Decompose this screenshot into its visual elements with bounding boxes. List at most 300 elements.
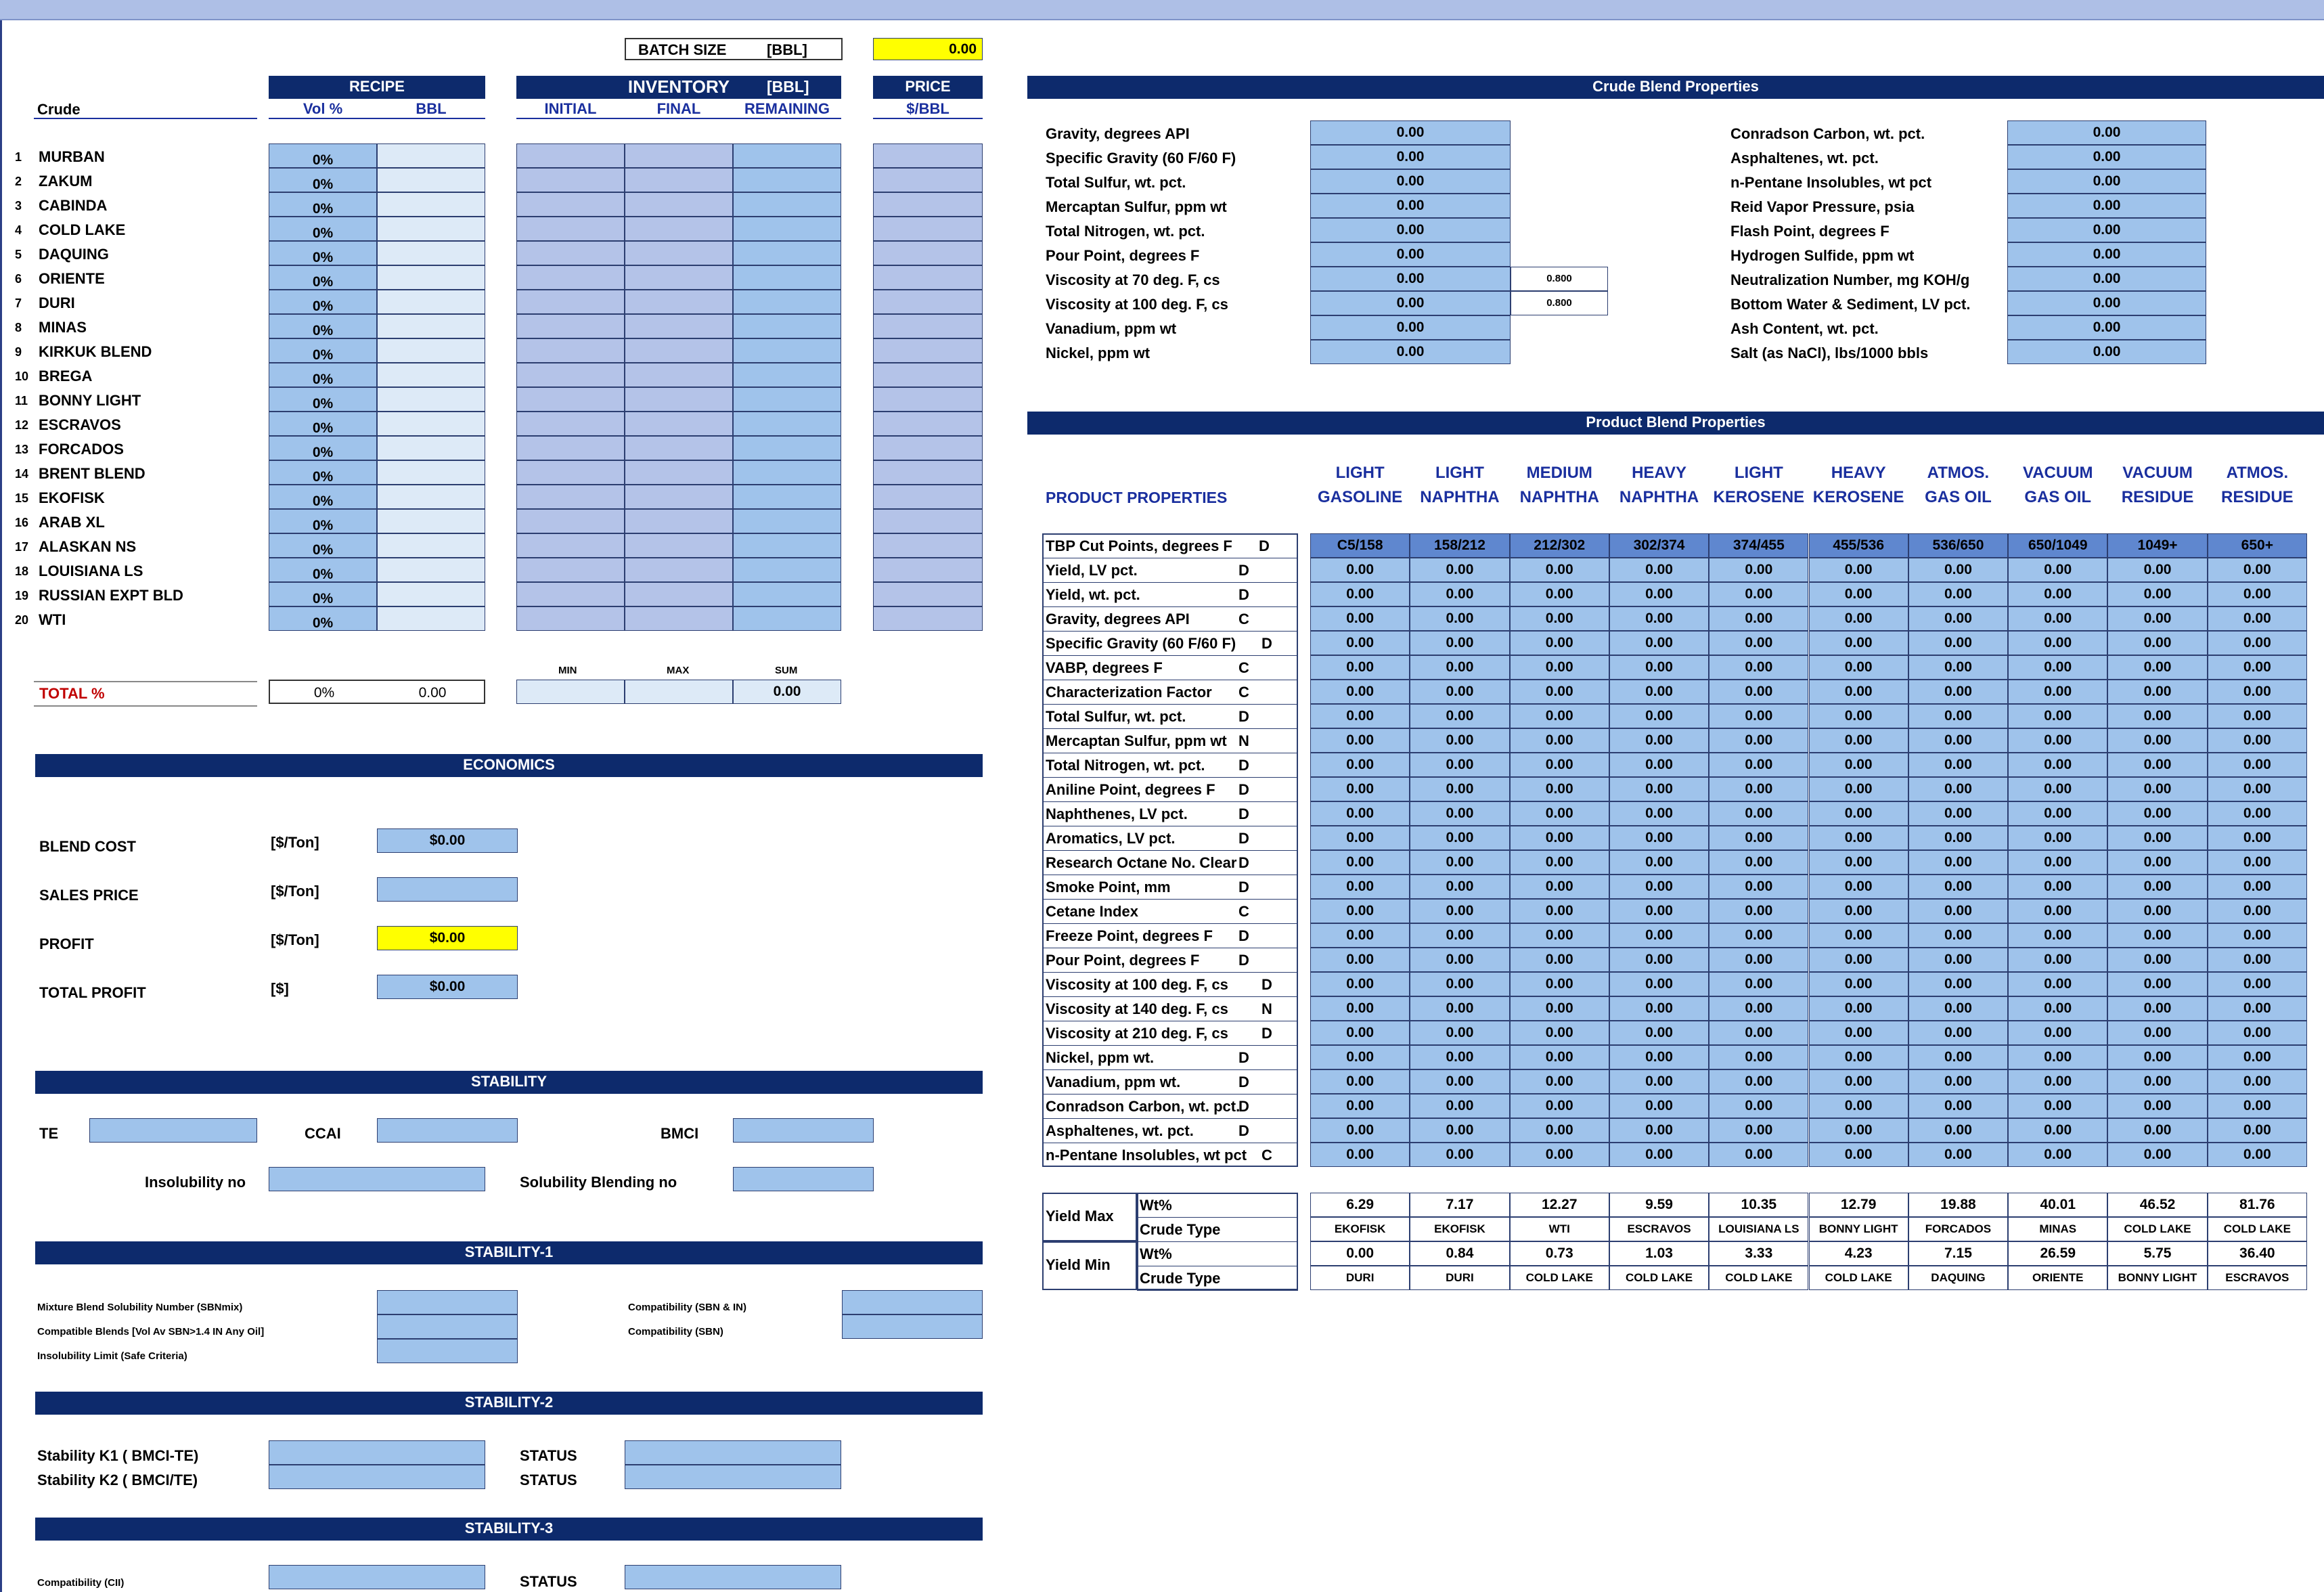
yield-cell: WTI — [1510, 1217, 1609, 1241]
product-value-cell: 0.00 — [2008, 680, 2107, 704]
product-property-code: D — [1238, 757, 1249, 774]
recipe-vol-cell[interactable]: 0% — [269, 412, 377, 436]
product-value-cell: 0.00 — [1809, 972, 1908, 996]
product-value-cell: 0.00 — [1410, 606, 1509, 631]
economics-header: ECONOMICS — [35, 754, 983, 777]
inventory-initial-cell[interactable] — [516, 168, 625, 192]
crude-blend-left-value: 0.00 — [1310, 120, 1511, 145]
inventory-initial-cell[interactable] — [516, 485, 625, 509]
crude-number: 1 — [15, 150, 22, 164]
inventory-initial-cell[interactable] — [516, 143, 625, 168]
product-value-cell: 0.00 — [1809, 899, 1908, 923]
recipe-vol-cell[interactable]: 0% — [269, 533, 377, 558]
price-cell[interactable] — [873, 606, 983, 631]
price-cell[interactable] — [873, 314, 983, 338]
price-cell[interactable] — [873, 412, 983, 436]
inventory-initial-cell[interactable] — [516, 606, 625, 631]
inventory-final-cell — [625, 217, 733, 241]
recipe-vol-cell[interactable]: 0% — [269, 338, 377, 363]
product-column-line2: GAS OIL — [2024, 488, 2092, 506]
product-value-cell: 0.00 — [1310, 655, 1410, 680]
inventory-remaining-cell — [733, 509, 841, 533]
te-input[interactable] — [89, 1118, 257, 1143]
product-value-cell: 0.00 — [2008, 1143, 2107, 1167]
product-property-code: D — [1238, 879, 1249, 896]
crude-name: ALASKAN NS — [39, 538, 137, 555]
inventory-final-cell — [625, 558, 733, 582]
product-column-line1: HEAVY — [1632, 464, 1686, 482]
k2-status-input[interactable] — [625, 1465, 841, 1489]
recipe-bbl-cell[interactable] — [377, 363, 485, 387]
recipe-bbl-cell[interactable] — [377, 314, 485, 338]
cut-points-label: TBP Cut Points, degrees F — [1046, 537, 1232, 554]
price-cell[interactable] — [873, 436, 983, 460]
crude-name: MURBAN — [39, 148, 105, 165]
product-column-line1: VACUUM — [2122, 464, 2193, 482]
recipe-bbl-cell[interactable] — [377, 290, 485, 314]
product-value-cell: 0.00 — [1510, 948, 1609, 972]
recipe-bbl-cell[interactable] — [377, 412, 485, 436]
product-value-cell: 0.00 — [1510, 753, 1609, 777]
recipe-vol-cell[interactable]: 0% — [269, 460, 377, 485]
compat-sbn-in-input[interactable] — [842, 1290, 983, 1314]
product-value-cell: 0.00 — [2107, 996, 2207, 1021]
product-value-cell: 0.00 — [1510, 558, 1609, 582]
product-value-cell: 0.00 — [1310, 704, 1410, 728]
product-value-cell: 0.00 — [1410, 753, 1509, 777]
recipe-bbl-cell[interactable] — [377, 606, 485, 631]
product-column-line1: MEDIUM — [1526, 464, 1592, 482]
crude-name: MINAS — [39, 319, 87, 336]
k1-label: Stability K1 ( BMCI-TE) — [37, 1447, 199, 1464]
crude-blend-right-label: Asphaltenes, wt. pct. — [1730, 150, 1879, 167]
inventory-remaining-cell — [733, 558, 841, 582]
crude-number: 11 — [15, 394, 28, 407]
product-value-cell: 0.00 — [1709, 1021, 1808, 1045]
cut-point-cell: 212/302 — [1510, 533, 1609, 558]
inventory-initial-cell[interactable] — [516, 290, 625, 314]
crude-number: 20 — [15, 613, 29, 627]
inventory-title: INVENTORY — [627, 76, 730, 97]
crude-blend-left-value: 0.00 — [1310, 169, 1511, 194]
inventory-initial-cell[interactable] — [516, 314, 625, 338]
recipe-bbl-cell[interactable] — [377, 387, 485, 412]
inventory-remaining-cell — [733, 217, 841, 241]
crude-name: DAQUING — [39, 246, 109, 263]
crude-name: CABINDA — [39, 197, 108, 214]
crude-blend-right-label: Neutralization Number, mg KOH/g — [1730, 271, 1970, 288]
product-row-divider — [1042, 1118, 1298, 1119]
product-value-cell: 0.00 — [1310, 850, 1410, 875]
product-value-cell: 0.00 — [1609, 753, 1709, 777]
inventory-unit: [BBL] — [767, 78, 809, 95]
sbnmix-input[interactable] — [377, 1290, 518, 1314]
recipe-vol-cell[interactable]: 0% — [269, 241, 377, 265]
economics-unit: [$/Ton] — [271, 883, 319, 900]
product-property-label: Yield, LV pct. — [1046, 562, 1138, 579]
yield-cell: MINAS — [2008, 1217, 2107, 1241]
compatible-blends-label: Compatible Blends [Vol Av SBN>1.4 IN Any Oil] — [37, 1326, 265, 1337]
recipe-bbl-cell[interactable] — [377, 338, 485, 363]
product-property-code: D — [1238, 1122, 1249, 1139]
product-value-cell: 0.00 — [2008, 801, 2107, 826]
recipe-bbl-cell[interactable] — [377, 143, 485, 168]
cut-point-cell: 158/212 — [1410, 533, 1509, 558]
product-value-cell: 0.00 — [1310, 972, 1410, 996]
product-column-line1: HEAVY — [1831, 464, 1886, 482]
recipe-vol-cell[interactable]: 0% — [269, 265, 377, 290]
bmci-input[interactable] — [733, 1118, 874, 1143]
price-cell[interactable] — [873, 338, 983, 363]
product-value-cell: 0.00 — [1410, 655, 1509, 680]
compat-sbn-label: Compatibility (SBN) — [628, 1326, 723, 1337]
product-value-cell: 0.00 — [1510, 826, 1609, 850]
recipe-vol-cell[interactable]: 0% — [269, 582, 377, 606]
product-property-label: Nickel, ppm wt. — [1046, 1049, 1155, 1066]
recipe-vol-cell[interactable]: 0% — [269, 606, 377, 631]
recipe-vol-cell[interactable]: 0% — [269, 363, 377, 387]
product-value-cell: 0.00 — [2008, 1021, 2107, 1045]
price-cell[interactable] — [873, 582, 983, 606]
product-value-cell: 0.00 — [1809, 1045, 1908, 1069]
recipe-vol-cell[interactable]: 0% — [269, 290, 377, 314]
recipe-vol-cell[interactable]: 0% — [269, 485, 377, 509]
product-value-cell: 0.00 — [1809, 923, 1908, 948]
crude-number: 8 — [15, 321, 22, 334]
inventory-remaining-cell — [733, 363, 841, 387]
product-value-cell: 0.00 — [1310, 1143, 1410, 1167]
sbnmix-label: Mixture Blend Solubility Number (SBNmix) — [37, 1302, 243, 1313]
crude-blend-left-label: Total Sulfur, wt. pct. — [1046, 174, 1186, 191]
product-value-cell: 0.00 — [1310, 1118, 1410, 1143]
price-cell[interactable] — [873, 387, 983, 412]
price-cell[interactable] — [873, 241, 983, 265]
yield-cell: 40.01 — [2008, 1193, 2107, 1217]
product-property-label: Total Nitrogen, wt. pct. — [1046, 757, 1205, 774]
product-value-cell: 0.00 — [1510, 655, 1609, 680]
yield-cell: 7.15 — [1908, 1241, 2008, 1266]
inventory-initial-cell[interactable] — [516, 265, 625, 290]
crude-number: 15 — [15, 491, 29, 505]
compatible-blends-input[interactable] — [377, 1314, 518, 1339]
product-value-cell: 0.00 — [2008, 923, 2107, 948]
crude-number: 7 — [15, 296, 22, 310]
product-properties-label: PRODUCT PROPERTIES — [1046, 489, 1228, 506]
product-value-cell: 0.00 — [1410, 631, 1509, 655]
product-value-cell: 0.00 — [2208, 558, 2307, 582]
recipe-vol-cell[interactable]: 0% — [269, 168, 377, 192]
recipe-bbl-cell[interactable] — [377, 485, 485, 509]
k1-input[interactable] — [269, 1440, 485, 1465]
price-cell[interactable] — [873, 192, 983, 217]
product-value-cell: 0.00 — [2107, 606, 2207, 631]
product-value-cell: 0.00 — [2008, 1118, 2107, 1143]
stability-3-header: STABILITY-3 — [35, 1518, 983, 1541]
product-value-cell: 0.00 — [2107, 875, 2207, 899]
recipe-bbl-cell[interactable] — [377, 509, 485, 533]
product-value-cell: 0.00 — [1510, 631, 1609, 655]
crude-column-label: Crude — [37, 101, 81, 118]
cii-status-input[interactable] — [625, 1565, 841, 1589]
product-row-divider — [1042, 606, 1298, 607]
price-underline — [873, 118, 983, 119]
ccai-input[interactable] — [377, 1118, 518, 1143]
product-value-cell: 0.00 — [1310, 923, 1410, 948]
product-value-cell: 0.00 — [1609, 923, 1709, 948]
inventory-header — [516, 76, 841, 99]
product-value-cell: 0.00 — [1510, 777, 1609, 801]
inventory-final-cell — [625, 168, 733, 192]
recipe-vol-cell[interactable]: 0% — [269, 192, 377, 217]
product-value-cell: 0.00 — [1609, 1021, 1709, 1045]
inventory-initial-header: INITIAL — [544, 100, 597, 117]
economics-label: PROFIT — [39, 935, 94, 952]
price-cell[interactable] — [873, 485, 983, 509]
recipe-vol-cell[interactable]: 0% — [269, 143, 377, 168]
product-value-cell: 0.00 — [2208, 582, 2307, 606]
product-value-cell: 0.00 — [2107, 704, 2207, 728]
crude-blend-right-value: 0.00 — [2007, 145, 2206, 169]
inventory-initial-cell[interactable] — [516, 533, 625, 558]
recipe-bbl-cell[interactable] — [377, 460, 485, 485]
inventory-initial-cell[interactable] — [516, 436, 625, 460]
product-value-cell: 0.00 — [1709, 728, 1808, 753]
product-value-cell: 0.00 — [1908, 558, 2008, 582]
inventory-initial-cell[interactable] — [516, 387, 625, 412]
price-cell[interactable] — [873, 168, 983, 192]
product-property-code: D — [1238, 952, 1249, 969]
crude-name: EKOFISK — [39, 489, 105, 506]
product-value-cell: 0.00 — [1809, 680, 1908, 704]
viscosity-extra-value: 0.800 — [1511, 267, 1608, 291]
recipe-vol-cell[interactable]: 0% — [269, 436, 377, 460]
product-value-cell: 0.00 — [1809, 850, 1908, 875]
batch-size-label: BATCH SIZE — [638, 41, 727, 58]
insolubility-input[interactable] — [269, 1167, 485, 1191]
price-cell[interactable] — [873, 217, 983, 241]
product-value-cell: 0.00 — [1908, 728, 2008, 753]
inventory-initial-cell[interactable] — [516, 582, 625, 606]
product-property-label: Specific Gravity (60 F/60 F) — [1046, 635, 1236, 652]
product-value-cell: 0.00 — [1310, 582, 1410, 606]
crude-blend-right-label: Reid Vapor Pressure, psia — [1730, 198, 1915, 215]
inventory-remaining-cell — [733, 606, 841, 631]
economics-label: BLEND COST — [39, 838, 136, 855]
product-property-code: C — [1238, 684, 1249, 701]
inventory-initial-cell[interactable] — [516, 217, 625, 241]
product-column-line1: LIGHT — [1734, 464, 1783, 482]
yield-min-label: Yield Min — [1046, 1256, 1111, 1273]
product-property-label: Aniline Point, degrees F — [1046, 781, 1215, 798]
k2-input[interactable] — [269, 1465, 485, 1489]
viscosity-extra-value: 0.800 — [1511, 291, 1608, 315]
economics-unit: [$/Ton] — [271, 931, 319, 948]
product-value-cell: 0.00 — [1709, 850, 1808, 875]
product-property-code: D — [1238, 1074, 1249, 1090]
inventory-remaining-cell — [733, 387, 841, 412]
product-value-cell: 0.00 — [1310, 1069, 1410, 1094]
inventory-remaining-cell — [733, 143, 841, 168]
product-column-line1: VACUUM — [2022, 464, 2093, 482]
product-value-cell: 0.00 — [1410, 777, 1509, 801]
product-value-cell: 0.00 — [1809, 655, 1908, 680]
economics-value[interactable]: $0.00 — [377, 975, 518, 999]
price-cell[interactable] — [873, 533, 983, 558]
product-value-cell: 0.00 — [1410, 680, 1509, 704]
price-cell[interactable] — [873, 509, 983, 533]
inventory-final-cell — [625, 606, 733, 631]
max-label: MAX — [667, 665, 690, 676]
economics-value[interactable]: $0.00 — [377, 828, 518, 853]
recipe-bbl-cell[interactable] — [377, 217, 485, 241]
price-cell[interactable] — [873, 363, 983, 387]
inventory-initial-cell[interactable] — [516, 192, 625, 217]
crude-name: BONNY LIGHT — [39, 392, 141, 409]
recipe-vol-cell[interactable]: 0% — [269, 387, 377, 412]
product-property-code: D — [1238, 805, 1249, 822]
solubility-blending-input[interactable] — [733, 1167, 874, 1191]
recipe-bbl-cell[interactable] — [377, 533, 485, 558]
product-value-cell: 0.00 — [1609, 655, 1709, 680]
inventory-initial-cell[interactable] — [516, 363, 625, 387]
compat-sbn-input[interactable] — [842, 1314, 983, 1339]
crude-blend-left-label: Viscosity at 100 deg. F, cs — [1046, 296, 1228, 313]
product-value-cell: 0.00 — [2208, 728, 2307, 753]
product-column-line2: KEROSENE — [1812, 488, 1904, 506]
k2-label: Stability K2 ( BMCI/TE) — [37, 1472, 198, 1488]
product-value-cell: 0.00 — [1709, 582, 1808, 606]
inventory-initial-cell[interactable] — [516, 338, 625, 363]
product-value-cell: 0.00 — [1510, 680, 1609, 704]
product-column-line1: LIGHT — [1435, 464, 1484, 482]
product-value-cell: 0.00 — [1310, 777, 1410, 801]
product-value-cell: 0.00 — [1908, 996, 2008, 1021]
cii-input[interactable] — [269, 1565, 485, 1589]
product-property-code: D — [1238, 1049, 1249, 1066]
inventory-final-cell — [625, 460, 733, 485]
batch-size-input[interactable]: 0.00 — [873, 38, 983, 60]
product-value-cell: 0.00 — [1709, 558, 1808, 582]
inventory-initial-cell[interactable] — [516, 509, 625, 533]
product-value-cell: 0.00 — [1609, 1143, 1709, 1167]
product-value-cell: 0.00 — [2208, 606, 2307, 631]
price-cell[interactable] — [873, 290, 983, 314]
crude-underline — [34, 118, 257, 119]
yield-cell: 0.84 — [1410, 1241, 1509, 1266]
k1-status-input[interactable] — [625, 1440, 841, 1465]
crude-number: 17 — [15, 540, 29, 554]
product-property-label: Cetane Index — [1046, 903, 1138, 920]
yield-cell: 12.79 — [1809, 1193, 1908, 1217]
recipe-vol-cell[interactable]: 0% — [269, 314, 377, 338]
product-value-cell: 0.00 — [1908, 972, 2008, 996]
recipe-bbl-cell[interactable] — [377, 168, 485, 192]
crude-name: COLD LAKE — [39, 221, 126, 238]
product-value-cell: 0.00 — [1510, 850, 1609, 875]
product-row-divider — [1042, 1069, 1298, 1070]
yield-cell: 4.23 — [1809, 1241, 1908, 1266]
product-value-cell: 0.00 — [2208, 1143, 2307, 1167]
inventory-final-cell — [625, 485, 733, 509]
price-cell[interactable] — [873, 143, 983, 168]
crude-number: 14 — [15, 467, 29, 481]
economics-value[interactable] — [377, 877, 518, 902]
recipe-bbl-cell[interactable] — [377, 192, 485, 217]
insolubility-limit-input[interactable] — [377, 1339, 518, 1363]
product-row-divider — [1042, 631, 1298, 632]
product-row-divider — [1042, 850, 1298, 851]
product-property-label: Naphthenes, LV pct. — [1046, 805, 1188, 822]
product-value-cell: 0.00 — [1709, 1045, 1808, 1069]
economics-value[interactable]: $0.00 — [377, 926, 518, 950]
recipe-bbl-cell[interactable] — [377, 241, 485, 265]
inventory-remaining-cell — [733, 412, 841, 436]
product-value-cell: 0.00 — [2008, 728, 2107, 753]
price-cell[interactable] — [873, 460, 983, 485]
solubility-blending-label: Solubility Blending no — [520, 1174, 677, 1191]
inventory-final-cell — [625, 314, 733, 338]
product-column-line2: GAS OIL — [1925, 488, 1992, 506]
inventory-remaining-cell — [733, 241, 841, 265]
economics-label: TOTAL PROFIT — [39, 984, 146, 1001]
product-value-cell: 0.00 — [1510, 704, 1609, 728]
product-value-cell: 0.00 — [1609, 606, 1709, 631]
product-value-cell: 0.00 — [1908, 826, 2008, 850]
crude-blend-left-value: 0.00 — [1310, 340, 1511, 364]
stability-2-header: STABILITY-2 — [35, 1392, 983, 1415]
product-value-cell: 0.00 — [1709, 680, 1808, 704]
recipe-bbl-cell[interactable] — [377, 582, 485, 606]
yield-cell: COLD LAKE — [2107, 1217, 2207, 1241]
price-cell[interactable] — [873, 265, 983, 290]
recipe-bbl-cell[interactable] — [377, 436, 485, 460]
product-value-cell: 0.00 — [2008, 972, 2107, 996]
inventory-initial-cell[interactable] — [516, 412, 625, 436]
product-value-cell: 0.00 — [1908, 777, 2008, 801]
product-value-cell: 0.00 — [1709, 996, 1808, 1021]
inventory-initial-cell[interactable] — [516, 460, 625, 485]
inventory-initial-cell[interactable] — [516, 241, 625, 265]
recipe-bbl-cell[interactable] — [377, 558, 485, 582]
product-property-code: N — [1238, 732, 1249, 749]
product-column-line1: ATMOS. — [1927, 464, 1990, 482]
product-value-cell: 0.00 — [1908, 704, 2008, 728]
product-value-cell: 0.00 — [1310, 728, 1410, 753]
product-value-cell: 0.00 — [1709, 753, 1808, 777]
product-row-divider — [1042, 996, 1298, 997]
inventory-initial-cell[interactable] — [516, 558, 625, 582]
recipe-vol-cell[interactable]: 0% — [269, 558, 377, 582]
product-value-cell: 0.00 — [2008, 753, 2107, 777]
product-value-cell: 0.00 — [1809, 558, 1908, 582]
product-property-label: VABP, degrees F — [1046, 659, 1163, 676]
crude-number: 10 — [15, 370, 29, 383]
product-property-code: C — [1261, 1147, 1272, 1164]
product-value-cell: 0.00 — [1908, 1021, 2008, 1045]
recipe-bbl-cell[interactable] — [377, 265, 485, 290]
product-value-cell: 0.00 — [1310, 606, 1410, 631]
price-cell[interactable] — [873, 558, 983, 582]
product-property-label: n-Pentane Insolubles, wt pct — [1046, 1147, 1247, 1164]
recipe-vol-cell[interactable]: 0% — [269, 509, 377, 533]
recipe-vol-cell[interactable]: 0% — [269, 217, 377, 241]
product-value-cell: 0.00 — [1310, 875, 1410, 899]
product-value-cell: 0.00 — [2208, 948, 2307, 972]
product-property-label: Aromatics, LV pct. — [1046, 830, 1176, 847]
product-value-cell: 0.00 — [1510, 1118, 1609, 1143]
crude-blend-header: Crude Blend Properties — [1027, 76, 2324, 99]
product-value-cell: 0.00 — [1609, 582, 1709, 606]
